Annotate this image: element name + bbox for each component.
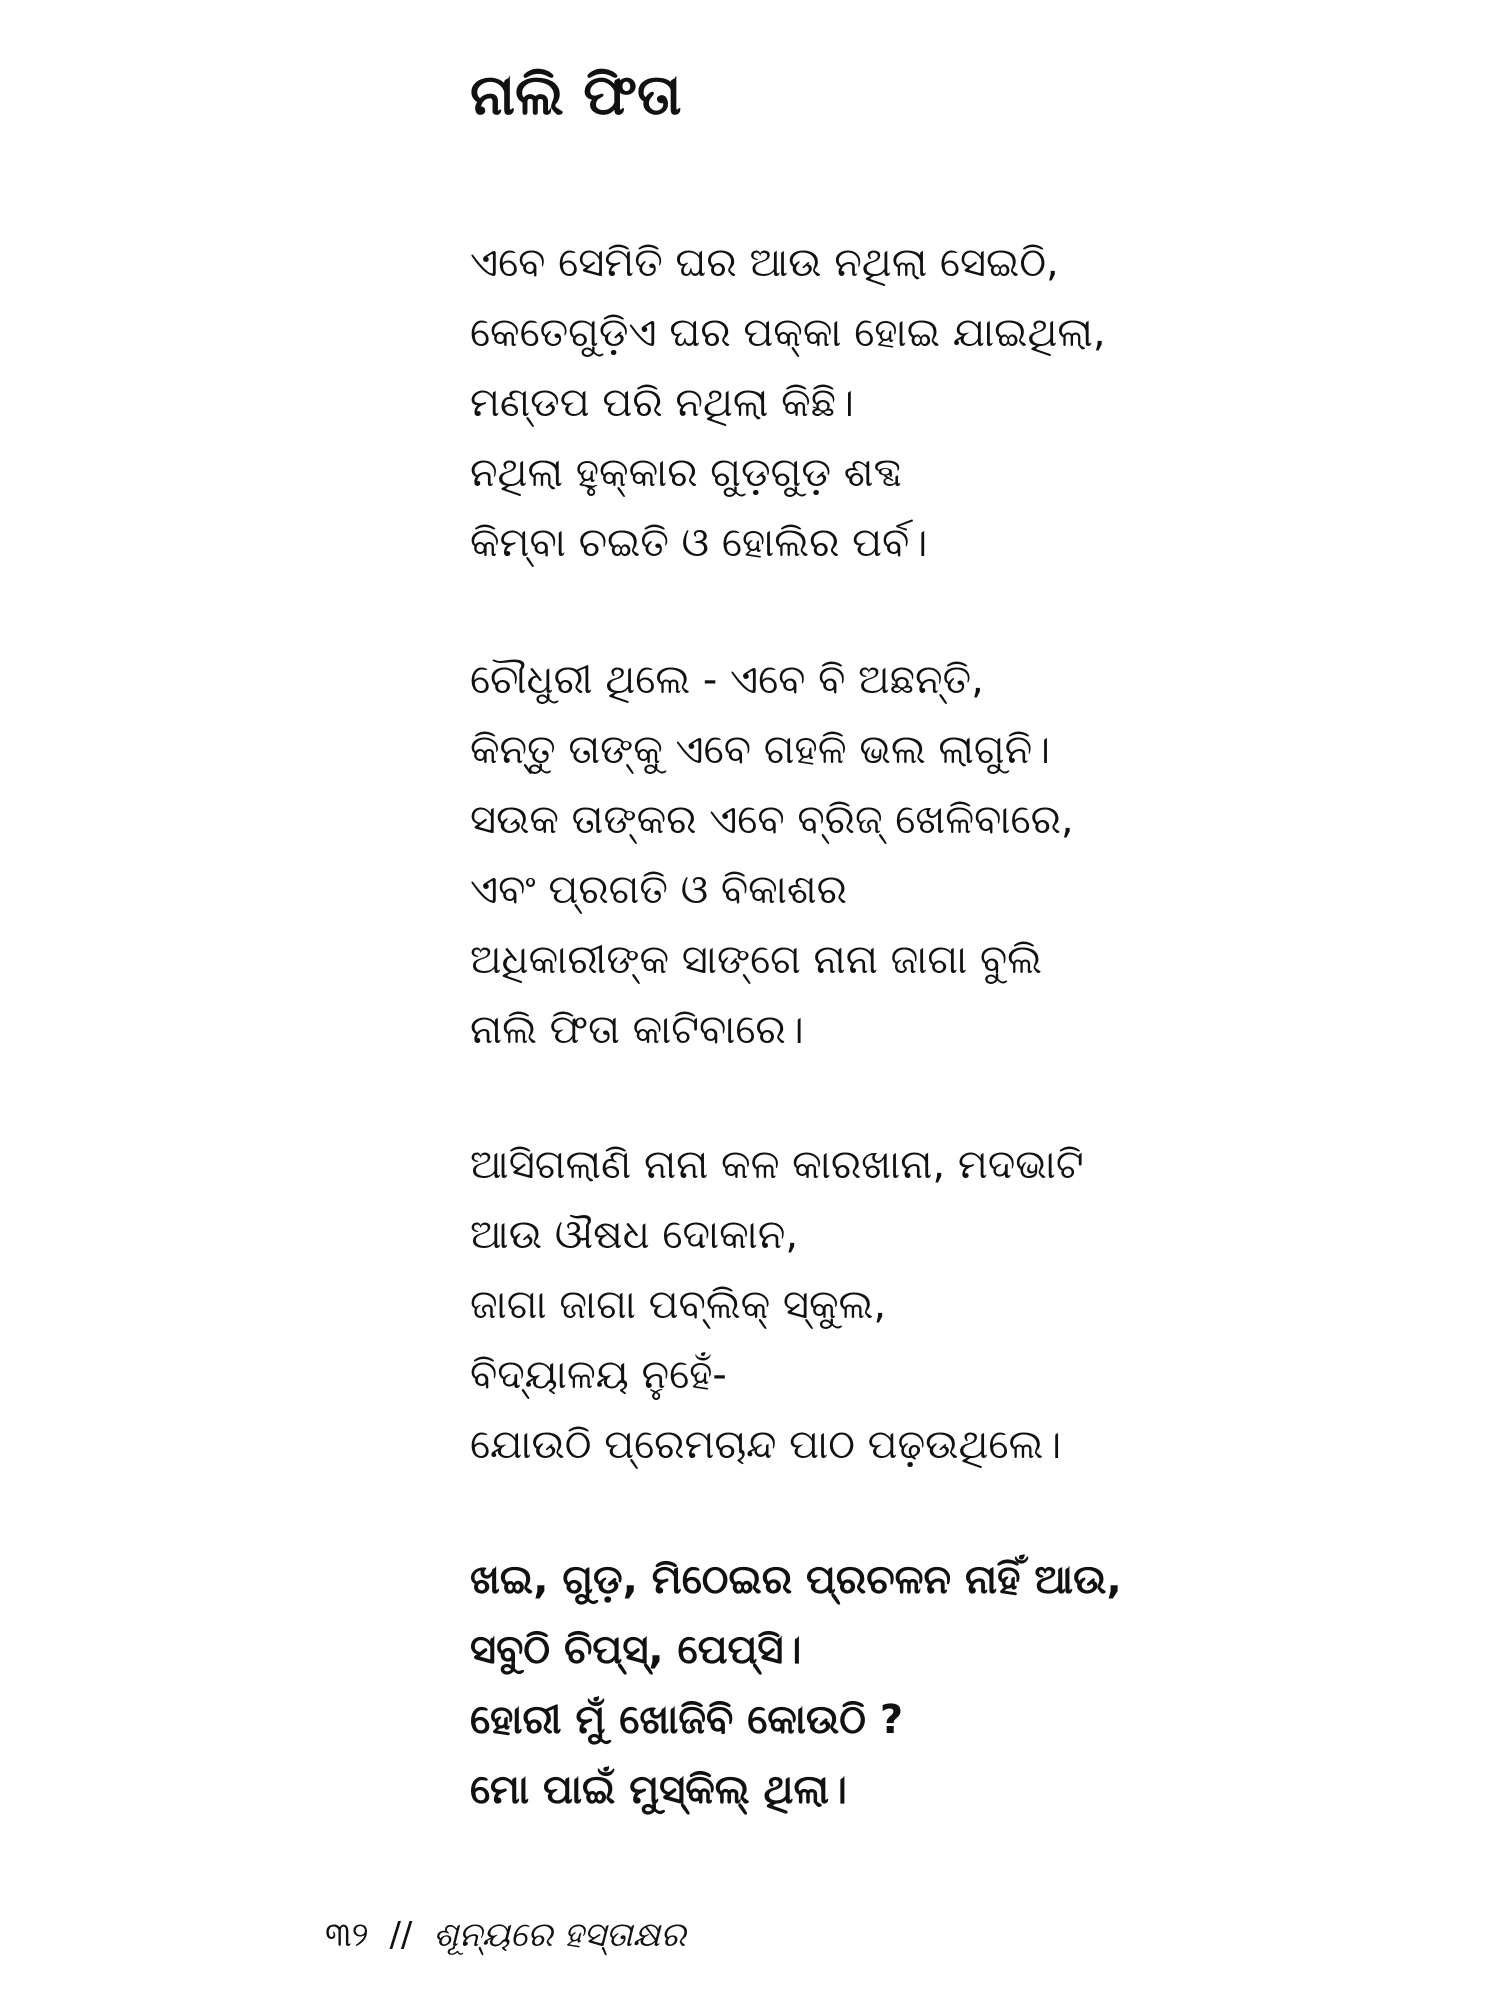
stanza-2 <box>470 645 1470 1065</box>
poem-line: ନାଲି ଫିତା କାଟିବାରେ। <box>470 1007 804 1053</box>
poem-line: କିନ୍ତୁ ତାଙ୍କୁ ଏବେ ଗହଳି ଭଲ ଲାଗୁନି। <box>470 727 1051 773</box>
poem-line: ମଣ୍ଡପ ପରି ନଥିଲା କିଛି। <box>470 380 855 426</box>
poem-line: ସବୁଠି ଚିପ୍‌ସ୍, ପେପ୍‌ସି। <box>470 1627 802 1673</box>
poem-title: ନାଲି ଫିତା <box>470 63 682 128</box>
poem-line: ହୋରୀ ମୁଁ ଖୋଜିବି କୋଉଠି ? <box>470 1697 904 1743</box>
footer-separator: // <box>389 1915 413 1955</box>
poem-line: ଆଉ ଔଷଧ ଦୋକାନ, <box>470 1212 799 1258</box>
poem-line: ଅଧିକାରୀଙ୍କ ସାଙ୍ଗେ ନାନା ଜାଗା ବୁଲି <box>470 937 1042 983</box>
poem-line: ଆସିଗଲାଣି ନାନା କଳ କାରଖାନା, ମଦଭାଟି <box>470 1142 1084 1188</box>
poem-line: ଖଇ, ଗୁଡ଼, ମିଠେଇର ପ୍ରଚଳନ ନାହିଁ ଆଉ, <box>470 1557 1122 1603</box>
page-number: ୩୨ <box>325 1915 369 1955</box>
poem-line: ସଉକ ତାଙ୍କର ଏବେ ବ୍ରିଜ୍ ଖେଳିବାରେ, <box>470 797 1074 843</box>
poem-line: ଏବେ ସେମିତି ଘର ଆଉ ନଥିଲା ସେଇଠି, <box>470 240 1059 286</box>
poem-line: ଚୌଧୁରୀ ଥିଲେ - ଏବେ ବି ଅଛନ୍ତି, <box>470 657 984 703</box>
poem-line: ବିଦ୍ୟାଳୟ ନୁହେଁ- <box>470 1352 727 1398</box>
stanza-1 <box>470 228 1470 578</box>
poem-line: ଏବଂ ପ୍ରଗତି ଓ ବିକାଶର <box>470 867 847 913</box>
poem-line: ମୋ ପାଇଁ ମୁସ୍‌କିଲ୍ ଥିଲା। <box>470 1767 847 1813</box>
poem-line: କିମ୍ବା ଚଇତି ଓ ହୋଲିର ପର୍ବ। <box>470 520 928 566</box>
poem-line: ନଥିଲା ହୁକ୍‌କାର ଗୁଡ଼ଗୁଡ଼ ଶବ୍ଦ <box>470 450 902 496</box>
stanza-3 <box>470 1130 1470 1480</box>
poem-line: ଯୋଉଠି ପ୍ରେମଚାନ୍ଦ ପାଠ ପଢ଼ଉଥିଲେ। <box>470 1422 1062 1468</box>
poem-line: ଜାଗା ଜାଗା ପବ୍ଲିକ୍ ସ୍କୁଲ, <box>470 1282 887 1328</box>
book-title: ଶୂନ୍ୟରେ ହସ୍ତାକ୍ଷର <box>433 1915 686 1955</box>
stanza-4 <box>470 1545 1470 1825</box>
poem-line: କେତେଗୁଡ଼ିଏ ଘର ପକ୍କା ହୋଇ ଯାଇଥିଲା, <box>470 310 1106 356</box>
page-footer <box>325 1915 686 1955</box>
